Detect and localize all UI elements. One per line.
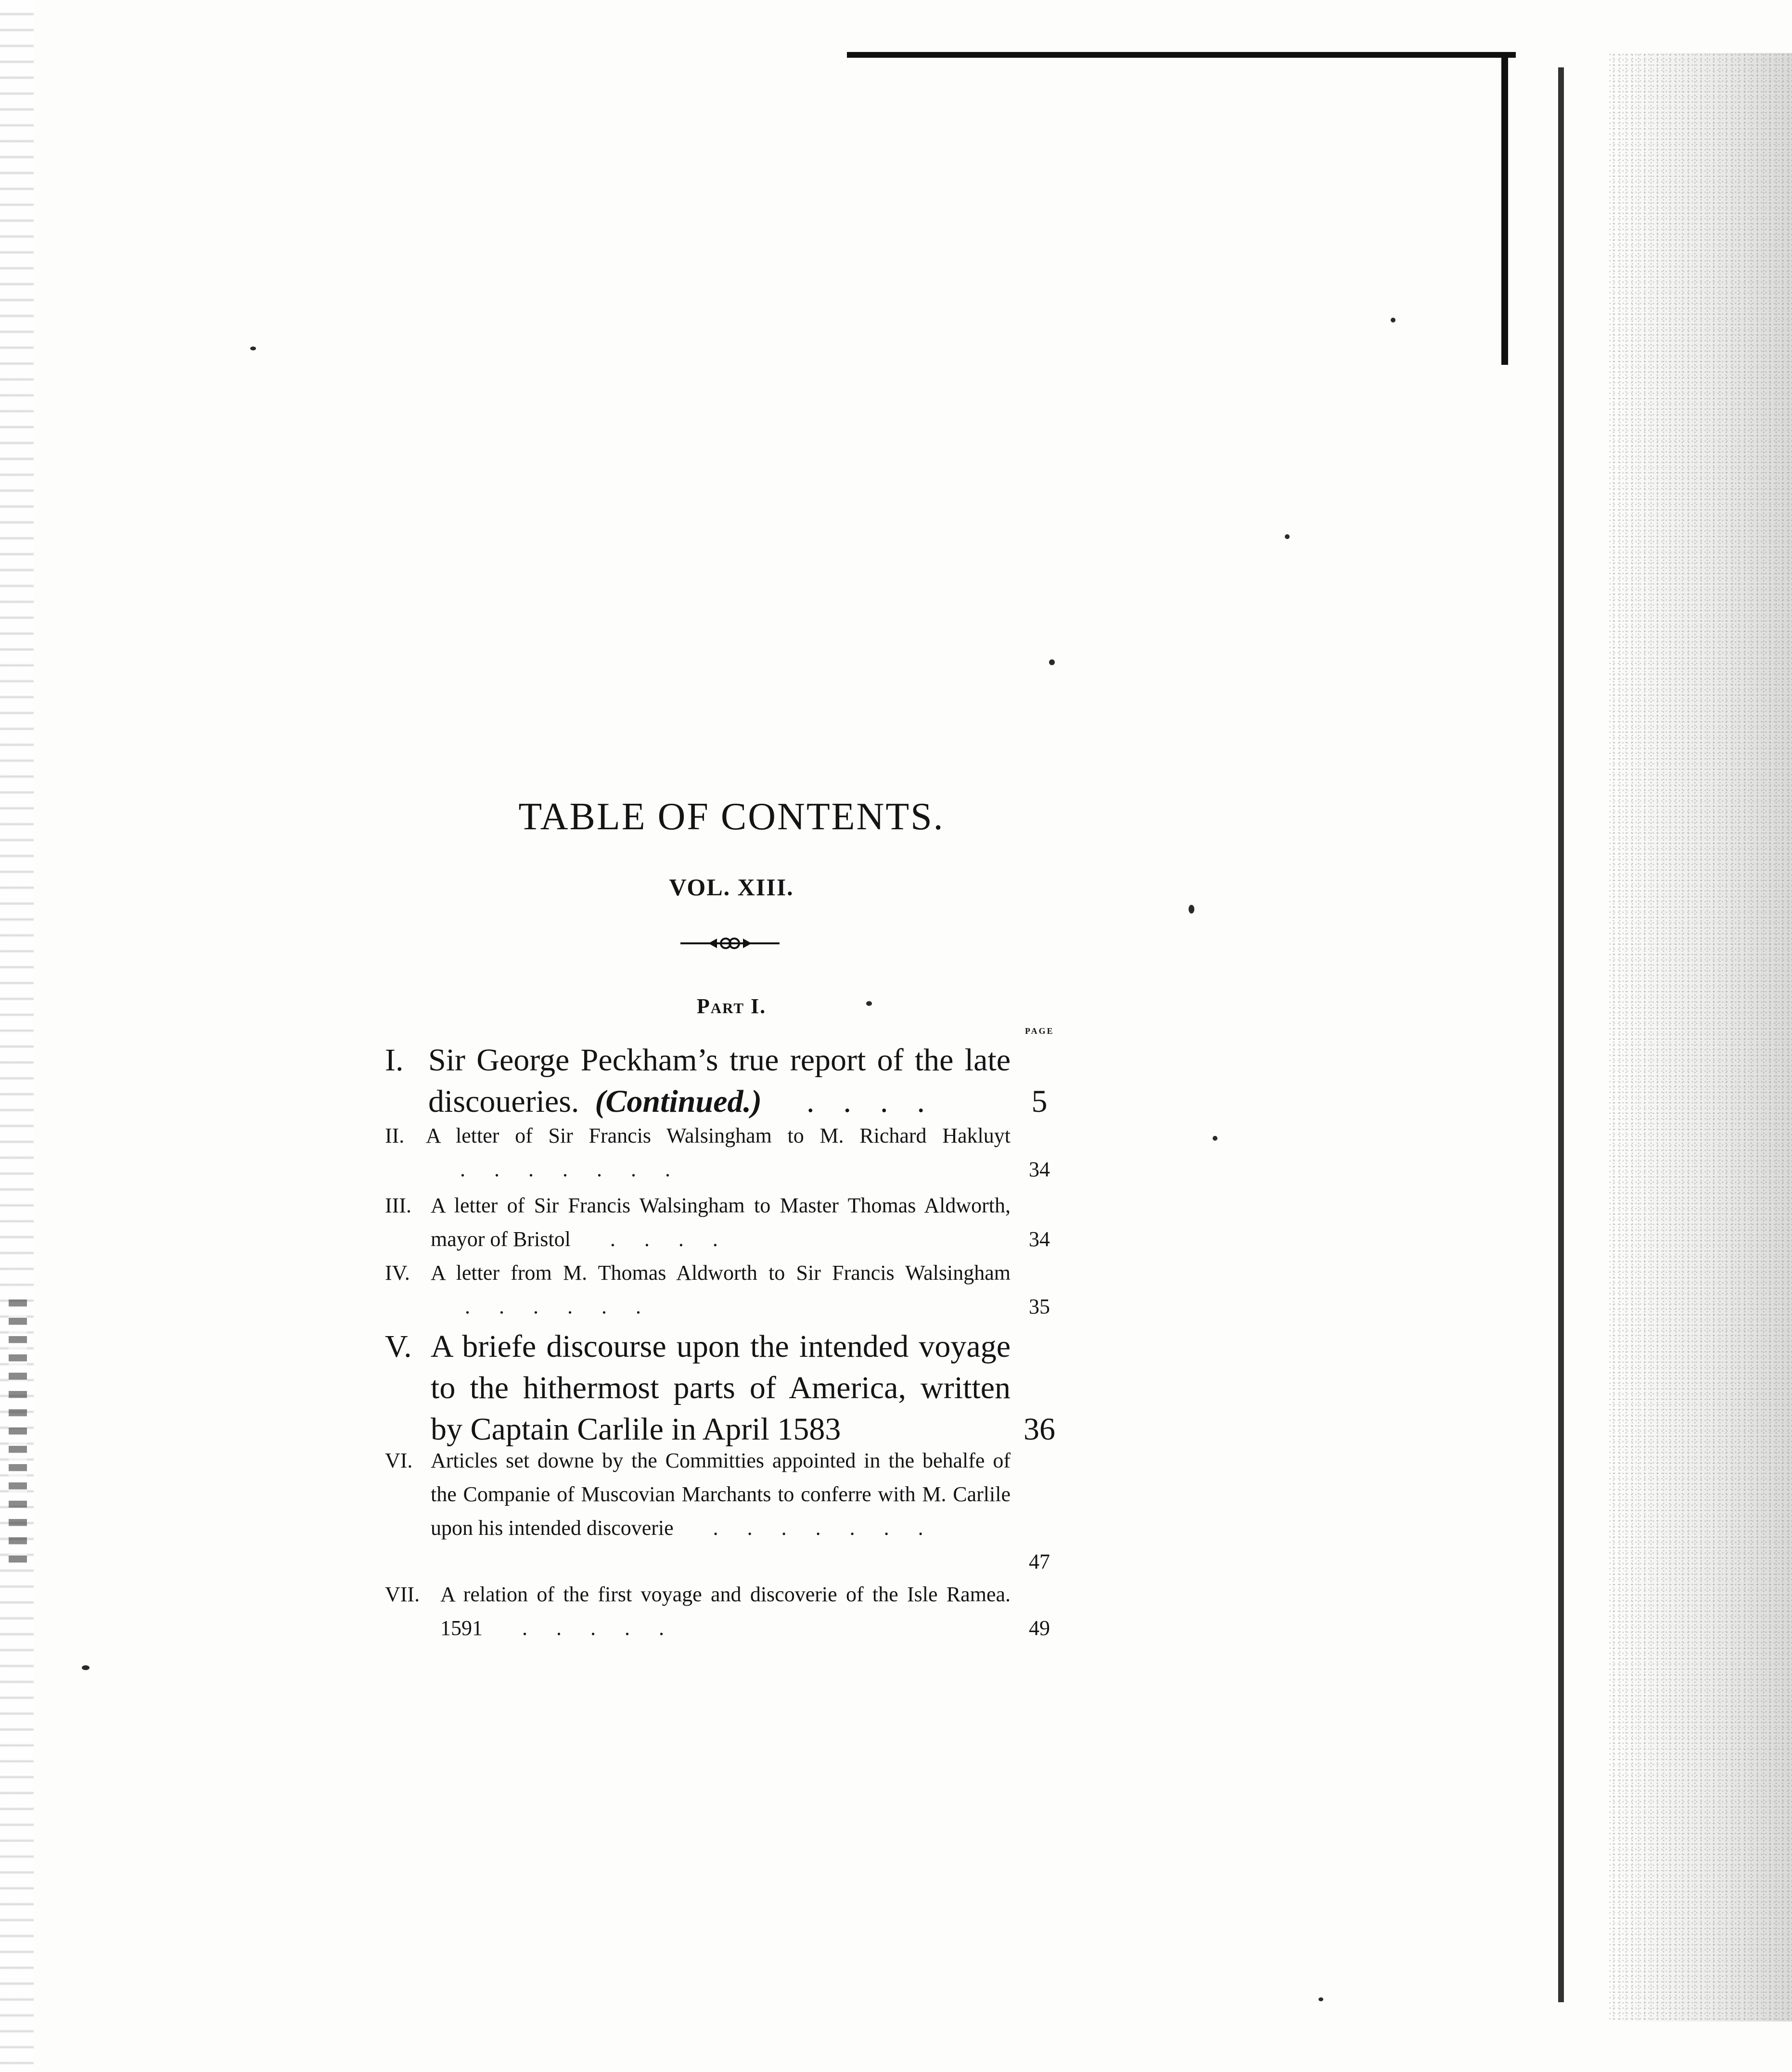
entry-text: Sir George Peckham’s true report of the late discoueries. [428, 1042, 1011, 1119]
entry-number: I. [385, 1042, 404, 1078]
toc-entry [385, 1326, 1055, 1450]
entry-title [385, 1119, 1011, 1186]
dot-leaders: ....... [678, 1516, 952, 1540]
speck [1285, 534, 1290, 539]
entry-number: II. [385, 1124, 405, 1147]
page-column-label: PAGE [1025, 1026, 1054, 1036]
speck [1049, 659, 1055, 665]
speck [250, 347, 256, 350]
entry-page-number: 49 [1029, 1616, 1050, 1640]
entry-page-number: 34 [1029, 1227, 1050, 1251]
entry-text: A relation of the first voyage and discoverie of the Isle Ramea. 1591 [440, 1583, 1011, 1640]
binding-edge [0, 0, 34, 2072]
top-rule-corner [1501, 57, 1508, 365]
dot-leaders: ....... [426, 1158, 699, 1181]
speck [1391, 318, 1395, 322]
entry-text: A letter of Sir Francis Walsingham to Master Thomas Aldworth, mayor of Bristol [431, 1194, 1011, 1251]
entry-title [385, 1578, 1011, 1645]
page-edge-texture [1609, 53, 1792, 2021]
binding-shadow [9, 1300, 27, 1569]
entry-text: A letter from M. Thomas Aldworth to Sir Francis Walsingham [431, 1261, 1011, 1285]
ornament-divider [679, 933, 781, 954]
entry-title [385, 1040, 1011, 1122]
entry-note: (Continued.) [595, 1084, 762, 1119]
speck [1318, 1997, 1323, 2001]
entry-number: IV. [385, 1261, 410, 1285]
entry-text: Articles set downe by the Committies appointed in the behalfe of the Companie of Muscovian Marchants to conferre with M. Carlile upon his intended discoverie [431, 1449, 1011, 1540]
toc-entry [385, 1578, 1050, 1645]
toc-entry [385, 1444, 1050, 1573]
volume-label: VOL. XIII. [669, 874, 794, 901]
speck [1213, 1136, 1217, 1141]
part-heading: Part I. [696, 994, 767, 1018]
entry-page-number: 36 [1024, 1412, 1055, 1447]
speck [1189, 905, 1194, 914]
dot-leaders: .... [769, 1084, 954, 1119]
top-rule [847, 52, 1516, 58]
entry-page-number: 47 [1029, 1550, 1050, 1573]
entry-title [385, 1326, 1011, 1450]
dot-leaders: ..... [488, 1616, 693, 1640]
entry-title [385, 1189, 1011, 1256]
toc-entry [385, 1040, 1048, 1122]
entry-text: A letter of Sir Francis Walsingham to M. Richard Hakluyt [426, 1124, 1011, 1147]
page-title: TABLE OF CONTENTS. [518, 796, 945, 838]
entry-page-number: 35 [1029, 1295, 1050, 1318]
entry-number: VII. [385, 1583, 420, 1606]
entry-number: V. [385, 1329, 412, 1364]
entry-page-number: 34 [1029, 1158, 1050, 1181]
entry-page-number: 5 [1031, 1084, 1048, 1119]
dot-leaders: ...... [431, 1295, 670, 1318]
entry-number: VI. [385, 1449, 413, 1472]
entry-title [385, 1444, 1011, 1545]
toc-entry [385, 1189, 1050, 1256]
entry-title [385, 1256, 1011, 1324]
entry-text: A briefe discourse upon the intended voyage to the hithermost parts of America, written by Captain Carlile in April 1583 [431, 1329, 1011, 1447]
entry-number: III. [385, 1194, 411, 1217]
dot-leaders: .... [576, 1227, 747, 1251]
speck [82, 1665, 90, 1670]
toc-entry [385, 1256, 1050, 1324]
page-edge-line [1558, 67, 1564, 2002]
toc-entry [385, 1119, 1050, 1186]
